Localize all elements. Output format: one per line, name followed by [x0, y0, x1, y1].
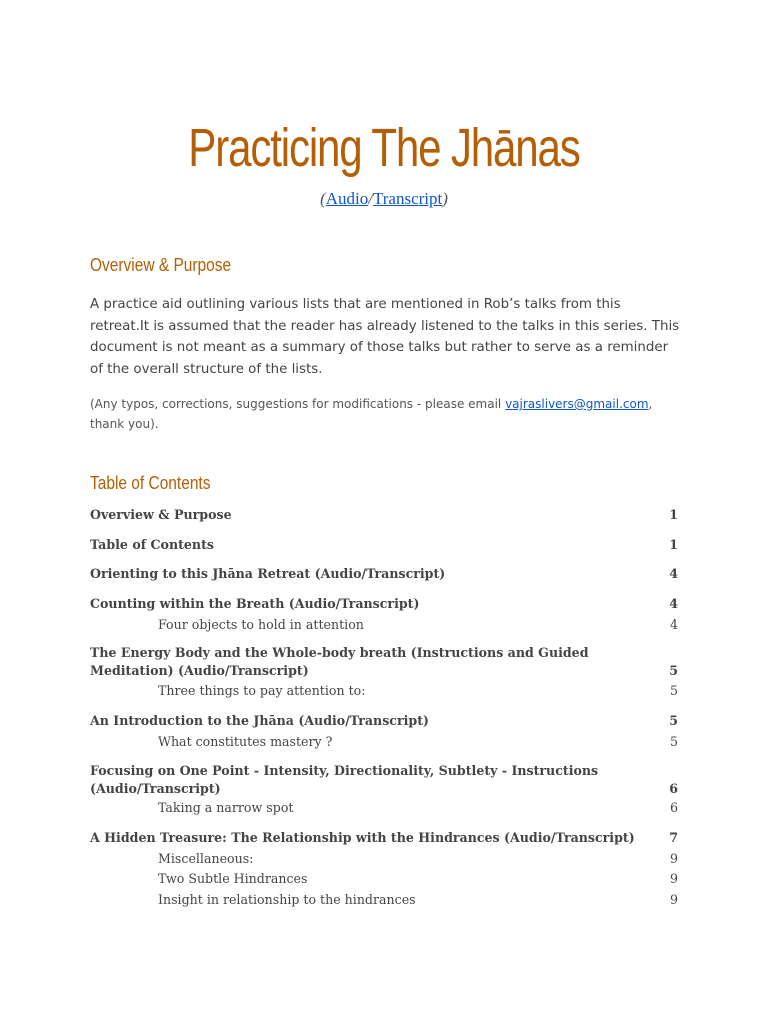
toc-entry-title: Table of Contents — [90, 537, 214, 552]
toc-entry-title: Counting within the Breath (Audio/Transcript) — [90, 596, 420, 611]
feedback-note — [90, 394, 680, 434]
toc-entry-page: 6 — [669, 800, 678, 815]
toc-entry-title: A Hidden Treasure: The Relationship with the Hindrances (Audio/Transcript) — [90, 830, 635, 845]
media-links — [0, 188, 768, 210]
toc-entry-title: An Introduction to the Jhāna (Audio/Transcript) — [90, 713, 429, 728]
toc-entry-page: 5 — [669, 734, 678, 749]
toc-entry-page: 1 — [669, 537, 678, 552]
toc-entry-page: 4 — [669, 566, 678, 581]
slash: / — [368, 189, 373, 208]
toc-entry-title: Taking a narrow spot — [158, 800, 294, 815]
note-prefix: (Any typos, corrections, suggestions for modifications - please email — [90, 397, 506, 411]
open-paren: ( — [320, 189, 326, 208]
toc-entry-title: Four objects to hold in attention — [158, 617, 364, 632]
toc-entry-title: Two Subtle Hindrances — [158, 871, 308, 886]
toc-entry-page: 4 — [669, 617, 678, 632]
toc-entry-page: 6 — [669, 781, 678, 796]
toc-entry-title: Overview & Purpose — [90, 507, 232, 522]
toc-entry-page: 1 — [669, 507, 678, 522]
email-link[interactable]: vajraslivers@gmail.com — [505, 397, 649, 411]
toc-entry-title: Insight in relationship to the hindrances — [158, 892, 416, 907]
transcript-link[interactable]: Transcript — [372, 189, 443, 208]
toc-entry-title: Focusing on One Point - Intensity, Directionality, Subtlety - Instructions (Audio/Transcript) — [90, 763, 599, 796]
toc-entry-page: 4 — [669, 596, 678, 611]
toc-entry-page: 5 — [669, 713, 678, 728]
close-paren: ) — [442, 189, 448, 208]
toc-entry-page: 7 — [669, 830, 678, 845]
toc-entry-page: 9 — [669, 892, 678, 907]
page-title: Practicing The Jhānas — [188, 118, 580, 178]
toc-entry-page: 9 — [669, 851, 678, 866]
toc-heading: Table of Contents — [90, 473, 211, 493]
overview-heading: Overview & Purpose — [90, 255, 232, 275]
toc-entry-page: 5 — [669, 683, 678, 698]
toc-entry-title: Three things to pay attention to: — [158, 683, 366, 698]
toc-entry-title: The Energy Body and the Whole-body breath (Instructions and Guided Meditation) (Audio/Transcript) — [90, 645, 589, 678]
toc-entry-page: 5 — [669, 663, 678, 678]
toc-entry-title: Orienting to this Jhāna Retreat (Audio/Transcript) — [90, 566, 446, 581]
note-suffix: , thank you). — [90, 397, 653, 431]
overview-body: A practice aid outlining various lists that are mentioned in Rob’s talks from this retreat.It is assumed that the reader has already listened to the talks in this series. This document is not meant as a summary of those talks but rather to serve as a reminder of the overall structure of the lists. — [90, 297, 680, 377]
toc-entry-title: What constitutes mastery ? — [158, 734, 333, 749]
audio-link[interactable]: Audio — [325, 189, 369, 208]
toc-entry-title: Miscellaneous: — [158, 851, 254, 866]
toc-entry-page: 9 — [669, 871, 678, 886]
